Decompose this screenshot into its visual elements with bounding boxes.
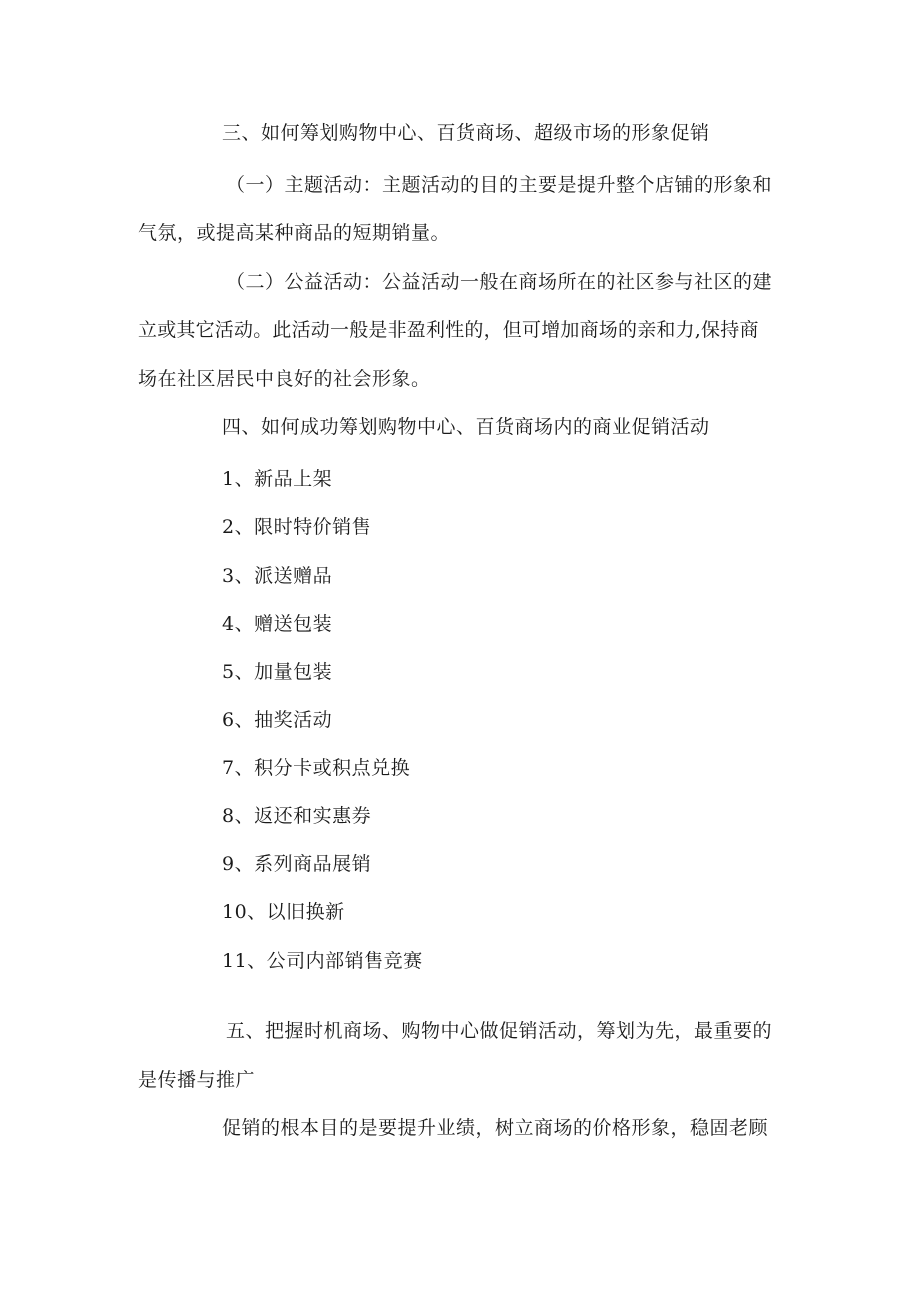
section-heading-5-line2: 是传播与推广 — [138, 1069, 256, 1091]
paragraph-theme-activity-line2: 气氛，或提高某种商品的短期销量。 — [138, 222, 451, 244]
list-item: 10、以旧换新 — [222, 901, 345, 923]
paragraph-public-welfare-line2: 立或其它活动。此活动一般是非盈利性的，但可增加商场的亲和力,保持商 — [138, 319, 759, 341]
list-item: 7、积分卡或积点兑换 — [222, 757, 411, 779]
list-item: 2、限时特价销售 — [222, 516, 372, 538]
list-item: 6、抽奖活动 — [222, 709, 333, 731]
list-item: 4、赠送包装 — [222, 613, 333, 635]
list-item: 9、系列商品展销 — [222, 853, 372, 875]
list-item: 8、返还和实惠券 — [222, 805, 372, 827]
section-heading-3: 三、如何筹划购物中心、百货商场、超级市场的形象促销 — [222, 122, 710, 144]
list-item: 3、派送赠品 — [222, 565, 333, 587]
list-item: 5、加量包装 — [222, 661, 333, 683]
list-item: 1、新品上架 — [222, 468, 333, 490]
paragraph-theme-activity-line1: （一）主题活动：主题活动的目的主要是提升整个店铺的形象和 — [226, 174, 773, 196]
list-item: 11、公司内部销售竞赛 — [222, 950, 423, 972]
section-heading-4: 四、如何成功筹划购物中心、百货商场内的商业促销活动 — [222, 416, 710, 438]
paragraph-public-welfare-line3: 场在社区居民中良好的社会形象。 — [138, 368, 431, 390]
paragraph-promotion-purpose-line1: 促销的根本目的是要提升业绩，树立商场的价格形象，稳固老顾 — [222, 1117, 769, 1139]
section-heading-5-line1: 五、把握时机商场、购物中心做促销活动，筹划为先，最重要的 — [226, 1020, 773, 1042]
paragraph-public-welfare-line1: （二）公益活动：公益活动一般在商场所在的社区参与社区的建 — [226, 271, 773, 293]
